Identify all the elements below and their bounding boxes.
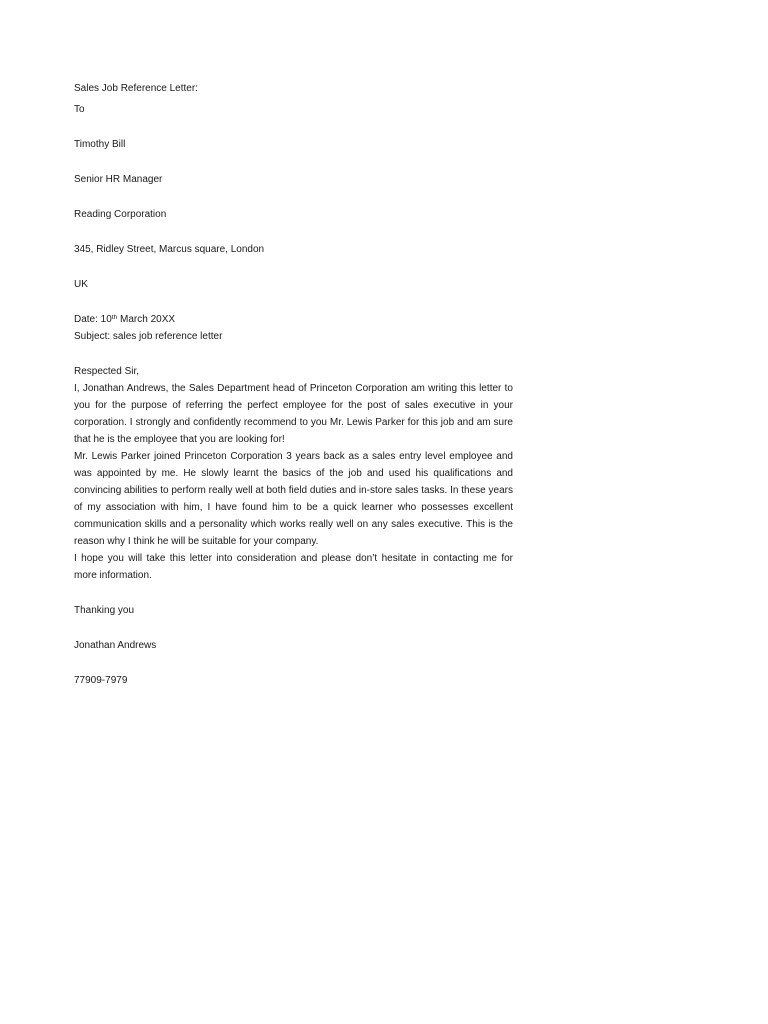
date-rest: March 20XX [117, 314, 176, 325]
reference-letter [74, 80, 513, 689]
closing: Thanking you [74, 605, 135, 616]
recipient-name: Timothy Bill [74, 139, 126, 150]
recipient-company: Reading Corporation [74, 209, 167, 220]
recipient-country: UK [74, 279, 88, 290]
letter-subject: Subject: sales job reference letter [74, 331, 223, 342]
recipient-title: Senior HR Manager [74, 174, 163, 185]
signature-name: Jonathan Andrews [74, 640, 157, 651]
date-suffix: th [111, 314, 118, 321]
to-label: To [74, 104, 85, 115]
letter-title: Sales Job Reference Letter: [74, 83, 198, 94]
body-paragraph-3: I hope you will take this letter into consideration and please don’t hesitate in contacting me for more information. [74, 553, 513, 581]
date-prefix: Date: 10 [74, 314, 112, 325]
salutation: Respected Sir, [74, 366, 140, 377]
recipient-address: 345, Ridley Street, Marcus square, London [74, 244, 265, 255]
body-paragraph-1: I, Jonathan Andrews, the Sales Department head of Princeton Corporation am writing this letter to you for the purpose of referring the perfect employee for the post of sales executive in your corporation. I strongly and confidently recommend to you Mr. Lewis Parker for this job and am sure that he is the employee that you are looking for! [74, 383, 513, 445]
letter-date [74, 311, 513, 328]
body-paragraph-2: Mr. Lewis Parker joined Princeton Corporation 3 years back as a sales entry level employee and was appointed by me. He slowly learnt the basics of the job and used his qualifications and convincing abilities to perform really well at both field duties and in-store sales tasks. In these years of my association with him, I have found him to be a quick learner who possesses excellent communication skills and a personality which works really well on any sales executive. This is the reason why I think he will be suitable for your company. [74, 451, 513, 547]
phone-number: 77909-7979 [74, 675, 128, 686]
